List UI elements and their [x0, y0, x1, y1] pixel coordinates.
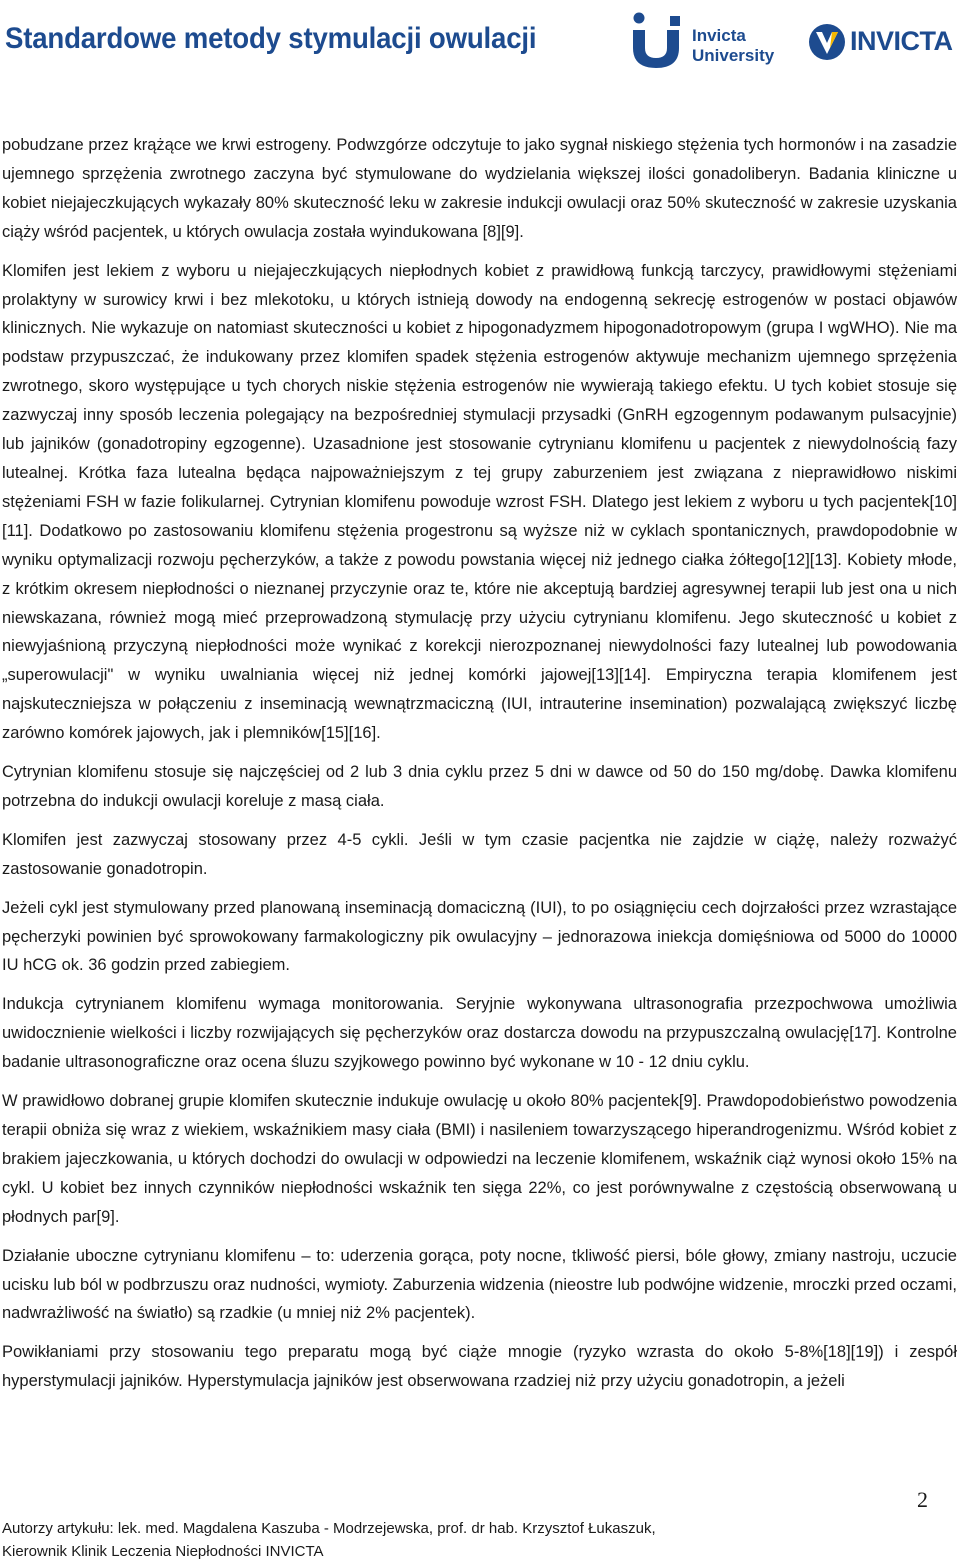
paragraph-iui-trigger: Jeżeli cykl jest stymulowany przed planowaną inseminacją domaciczną (IUI), to po osiągnięciu cech dojrzałości przez wzrastające pęcherzyki powinien być sprowokowany farmakologiczny pik owulacyjny – jednorazowa iniekcja domięśniowa od 5000 do 10000 IU hCG ok. 36 godzin przed zabiegiem. — [2, 898, 957, 975]
page-number: 2 — [917, 1487, 928, 1512]
university-name-line2: University — [692, 46, 775, 65]
paragraph-dosage: Cytrynian klomifenu stosuje się najczęściej od 2 lub 3 dnia cyklu przez 5 dni w dawce od 50 do 150 mg/dobę. Dawka klomifenu potrzebna do indukcji owulacji koreluje z masą ciała. — [2, 763, 957, 810]
article-body — [2, 131, 957, 1406]
invicta-university-logo — [630, 8, 775, 68]
invicta-wordmark: INVICTA — [850, 26, 953, 56]
paragraph-estrogen-feedback: pobudzane przez krążące we krwi estrogeny. Podwzgórze odczytuje to jako sygnał niskiego stężenia tych hormonów i na zasadzie ujemnego sprzężenia zwrotnego zaczyna być stymulowane do wydzielania większej ilości gonadoliberyn. Badania kliniczne u kobiet niejajeczkujących wykazały 80% skuteczność leku w zakresie indukcji owulacji oraz 50% skuteczność w zakresie uzyskania ciąży wśród pacjentek, u których owulacja została wyindukowana [8][9]. — [2, 136, 957, 241]
document-title: Standardowe metody stymulacji owulacji — [5, 22, 537, 55]
invicta-university-logo-icon — [630, 8, 690, 68]
paragraph-clomiphene-indications: Klomifen jest lekiem z wyboru u niejajeczkujących niepłodnych kobiet z prawidłową funkcją tarczycy, prawidłowymi stężeniami prolaktyny w surowicy krwi i bez mlekotoku, u których istnieją dowody na endogenną sekrecję estrogenów w postaci objawów klinicznych. Nie wykazuje on natomiast skuteczności u kobiet z hipogonadyzmem hipogonadotropowym (grupa I wgWHO). Nie ma podstaw przypuszczać, że indukowany przez klomifen spadek stężenia estrogenów aktywuje mechanizm ujemnego sprzężenia zwrotnego, skoro występujące u tych chorych niskie stężenia estrogenów nie wywierają takiego efektu. U tych kobiet stosuje się zazwyczaj inny sposób leczenia polegający na bezpośredniej stymulacji przysadki (GnRH egzogennym podawanym pulsacyjnie) lub jajników (gonadotropiny egzogenne). Uzasadnione jest stosowanie cytrynianu klomifenu u pacjentek z niewydolnością fazy lutealnej. Krótka faza lutealna będąca najpoważniejszym z tej grupy zaburzeniem jest związana z nieprawidłowo niskimi stężeniami FSH w fazie folikularnej. Cytrynian klomifenu powoduje wzrost FSH. Dlatego jest lekiem z wyboru u tych pacjentek[10][11]. Dodatkowo po zastosowaniu klomifenu stężenia progestronu są wyższe niż w cyklach spontanicznych, prawdopodobnie w wyniku optymalizacji rozwoju pęcherzyków, a także z powodu powstania więcej niż jednego ciałka żółtego[12][13]. Kobiety młode, z krótkim okresem niepłodności o nieznanej przyczynie oraz te, które nie akceptują bardziej agresywnej terapii lub jest ona u nich niewskazana, również mogą mieć przeprowadzoną stymulację przy użyciu cytrynianu klomifenu. Jego skuteczność u kobiet z niewyjaśnioną przyczyną niepłodności może wynikać z korekcji nierozpoznanej niewydolności fazy lutealnej lub powodowania „superowulacji" w wyniku uwalniania więcej niż jednej komórki jajowej[13][14]. Empiryczna terapia klomifenem jest najskuteczniejsza w połączeniu z inseminacją wewnątrzmaciczną (IUI, intrauterine insemination) pozwalającą zwiększyć liczbę zarówno komórek jajowych, jak i plemników[15][16]. — [2, 261, 957, 743]
invicta-brand-logo — [808, 22, 958, 62]
paragraph-cycles: Klomifen jest zazwyczaj stosowany przez 4-5 cykli. Jeśli w tym czasie pacjentka nie zajdzie w ciążę, należy rozważyć zastosowanie gonadotropin. — [2, 830, 957, 878]
invicta-v-logo-icon — [808, 22, 848, 62]
university-name — [692, 26, 774, 66]
footer-affiliation: Kierownik Klinik Leczenia Niepłodności INVICTA — [2, 1543, 324, 1560]
paragraph-side-effects: Działanie uboczne cytrynianu klomifenu – to: uderzenia gorąca, poty nocne, tkliwość piersi, bóle głowy, zmiany nastroju, uczucie ucisku lub ból w podbrzuszu oraz nudności, wymioty. Zaburzenia widzenia (nieostre lub podwójne widzenie, mroczki przed oczami, nadwrażliwość na światło) są rzadkie (u mniej niż 2% pacjentek). — [2, 1246, 957, 1323]
footer-authors: Autorzy artykułu: lek. med. Magdalena Kaszuba - Modrzejewska, prof. dr hab. Krzysztof Łukaszuk, — [2, 1520, 656, 1537]
page-header — [0, 0, 960, 100]
page-footer — [2, 1517, 902, 1563]
university-name-line1: Invicta — [692, 26, 746, 45]
paragraph-monitoring: Indukcja cytrynianem klomifenu wymaga monitorowania. Seryjnie wykonywana ultrasonografia przezpochwowa umożliwia uwidocznienie wielkości i liczby rozwijających się pęcherzyków oraz dostarcza dowodu na przypuszczalną owulację[17]. Kontrolne badanie ultrasonograficzne oraz ocena śluzu szyjkowego powinno być wykonane w 10 - 12 dniu cyklu. — [2, 995, 957, 1072]
paragraph-complications: Powikłaniami przy stosowaniu tego preparatu mogą być ciąże mnogie (ryzyko wzrasta do około 5-8%[18][19]) i zespół hyperstymulacji jajników. Hyperstymulacja jajników jest obserwowana rzadziej niż przy użyciu gonadotropin, a jeżeli — [2, 1343, 957, 1391]
paragraph-efficacy: W prawidłowo dobranej grupie klomifen skutecznie indukuje owulację u około 80% pacjentek[9]. Prawdopodobieństwo powodzenia terapii obniża się wraz z wiekiem, wskaźnikiem masy ciała (BMI) i nasileniem towarzyszącego hiperandrogenizmu. Wśród kobiet z brakiem jajeczkowania, u których dochodzi do owulacji w odpowiedzi na leczenie klomifenem, wskaźnik ciąż wynosi około 15% na cykl. U kobiet bez innych czynników niepłodności wskaźnik ten sięga 22%, co jest porównywalne z częstością obserwowaną u płodnych par[9]. — [2, 1092, 957, 1226]
